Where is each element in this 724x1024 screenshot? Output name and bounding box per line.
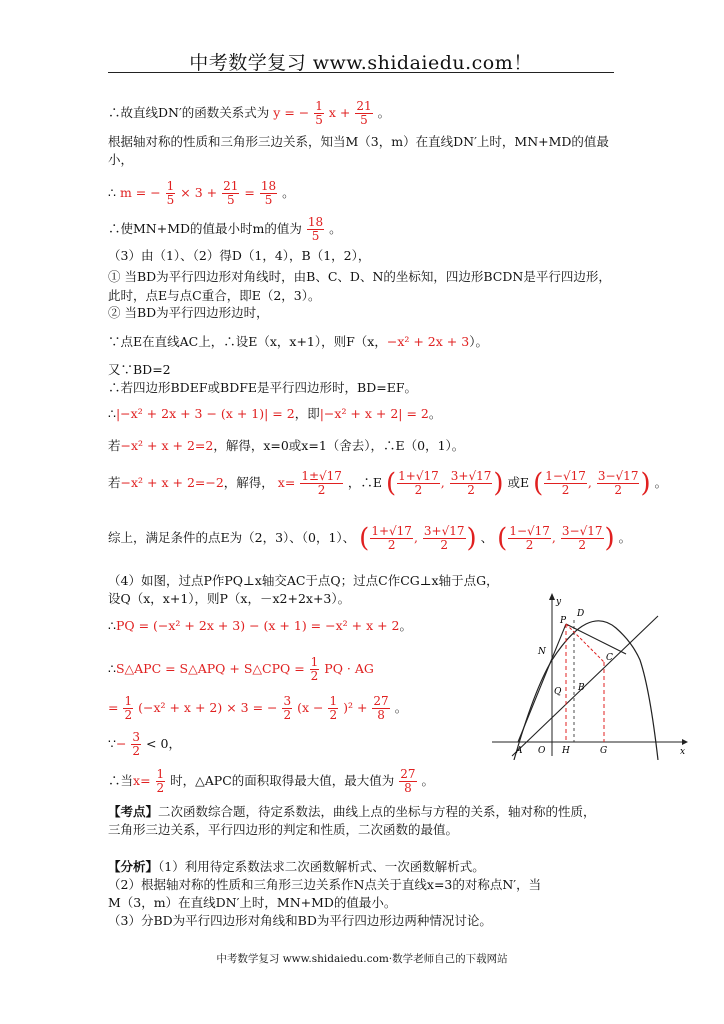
label-a: A	[516, 746, 523, 756]
line-max: ∴当x= $\frac{1}{2}$ 时，△APC的面积取得最大值，最大值为 $\frac{27}{8}$ 。	[108, 767, 435, 795]
fraction: $\frac{1\pm√17}{2}$	[301, 469, 342, 497]
label-x: x	[680, 747, 686, 757]
segment-ap	[518, 624, 566, 742]
label-g: G	[600, 746, 608, 756]
dashed-pc	[566, 624, 604, 662]
line-area: ∴S△APC = S△APQ + S△CPQ = $\frac{1}{2}$ PQ · AG	[108, 655, 374, 683]
line-m-value: ∴ m = − $\frac{1}{5}$ × 3 + $\frac{21}{5}$ = $\frac{18}{5}$ 。	[108, 179, 295, 207]
y-axis-arrow	[549, 593, 555, 600]
line-summary: 综上，满足条件的点E为（2，3）、（0，1）、 ( $\frac{1+√17}{2}$ , $\frac{3+√17}{2}$ ) 、 ( $\frac{1-√17}{2}$ , $\frac{3-√17}{2}$ ) 。	[108, 523, 632, 554]
line-part4: （4）如图，过点P作PQ⊥x轴交AC于点Q；过点C作CG⊥x轴于点G，	[108, 573, 499, 588]
line-m-min: ∴使MN+MD的值最小时m的值为 $\frac{18}{5}$ 。	[108, 215, 342, 243]
label-h: H	[562, 746, 570, 756]
line-area-expand: = $\frac{1}{2}$ (−x² + x + 2) × 3 = − $\frac{3}{2}$ (x − $\frac{1}{2}$ )² + $\frac{27}{8}$ 。	[108, 694, 408, 722]
line-kaodian-2: 三角形三边关系，平行四边形的判定和性质，二次函数的最值。	[108, 822, 459, 837]
label-c: C	[606, 653, 613, 663]
page-header: 中考数学复习 www.shidaiedu.com！	[189, 52, 533, 74]
line-part3: （3）由（1）、（2）得D（1，4），B（1，2），	[108, 248, 371, 263]
line-case-eq2: 若−x² + x + 2=2，解得，x=0或x=1（舍去），∴E（0，1）。	[108, 438, 465, 453]
line-fenxi: 【分析】（1）利用待定系数法求二次函数解析式、一次函数解析式。	[108, 859, 485, 874]
parabola	[514, 621, 658, 760]
label-y: y	[556, 597, 562, 607]
line-neg: ∵− $\frac{3}{2}$ < 0，	[108, 730, 181, 758]
line-bd-ef: ∴若四边形BDEF或BDFE是平行四边形时，BD=EF。	[108, 380, 417, 395]
formula: x +	[328, 105, 351, 120]
label-n: N	[538, 647, 546, 657]
line-case1: ① 当BD为平行四边形对角线时，由B、C、D、N的坐标知，四边形BCDN是平行四边形，	[108, 269, 611, 284]
fraction: $\frac{1}{5}$	[315, 99, 323, 127]
label-o: O	[538, 746, 546, 756]
header-rule	[108, 72, 614, 73]
fraction: $\frac{18}{5}$	[260, 179, 277, 207]
label-d: D	[577, 609, 585, 619]
line-set-q: 设Q（x，x+1），则P（x，－x2+2x+3）。	[108, 591, 351, 606]
formula: y = −	[273, 105, 310, 120]
line-fenxi-4: （3）分BD为平行四边形对角线和BD为平行四边形边两种情况讨论。	[108, 913, 492, 928]
line-set-e: ∵点E在直线AC上，∴设E（x，x+1），则F（x，−x² + 2x + 3）。	[108, 334, 488, 349]
line-abs-eq: ∴|−x² + 2x + 3 − (x + 1)| = 2，即|−x² + x + 2| = 2。	[108, 406, 442, 421]
line-case2: ② 当BD为平行四边形边时，	[108, 305, 269, 320]
text: ∴故直线DN′的函数关系式为	[108, 105, 270, 120]
line-dn-function	[108, 100, 390, 127]
fraction: $\frac{21}{5}$	[356, 99, 372, 127]
fraction: $\frac{18}{5}$	[307, 215, 324, 243]
line-case-eqm2: 若−x² + x + 2=−2，解得， x= $\frac{1\pm√17}{2}$ ，∴E ( $\frac{1+√17}{2}$ , $\frac{3+√17}{2}$ ) 或E ( $\frac{1-√17}{2}$ , $\frac{3-√17}{2}$ ) 。	[108, 468, 668, 499]
line-ac	[512, 616, 658, 756]
line-bd: 又∵BD=2	[108, 362, 171, 377]
label-b: B	[578, 683, 585, 693]
line-fenxi-2: （2）根据轴对称的性质和三角形三边关系作N点关于直线x=3的对称点N′，当	[108, 877, 542, 892]
line-pq: ∴PQ = (−x² + 2x + 3) − (x + 1) = −x² + x + 2。	[108, 618, 413, 633]
function-graph	[490, 590, 690, 760]
line-fenxi-3: M（3，m）在直线DN′上时，MN+MD的值最小。	[108, 895, 397, 910]
fraction: $\frac{1}{5}$	[166, 179, 175, 207]
page-footer: 中考数学复习 www.shidaiedu.com·数学老师自己的下载网站	[216, 953, 508, 965]
line-symmetry: 根据轴对称的性质和三角形三边关系，知当M（3，m）在直线DN′上时，MN+MD的值最	[108, 134, 609, 149]
x-axis-arrow	[682, 739, 688, 745]
label-q: Q	[554, 687, 562, 697]
line-case1-result: 此时，点E与点C重合，即E（2，3）。	[108, 288, 321, 303]
text: 。	[377, 105, 391, 120]
label-p: P	[560, 616, 567, 626]
fraction: $\frac{21}{5}$	[223, 179, 239, 207]
line-kaodian: 【考点】二次函数综合题，待定系数法，曲线上点的坐标与方程的关系，轴对称的性质，	[108, 804, 596, 819]
line-min: 小，	[108, 152, 134, 167]
